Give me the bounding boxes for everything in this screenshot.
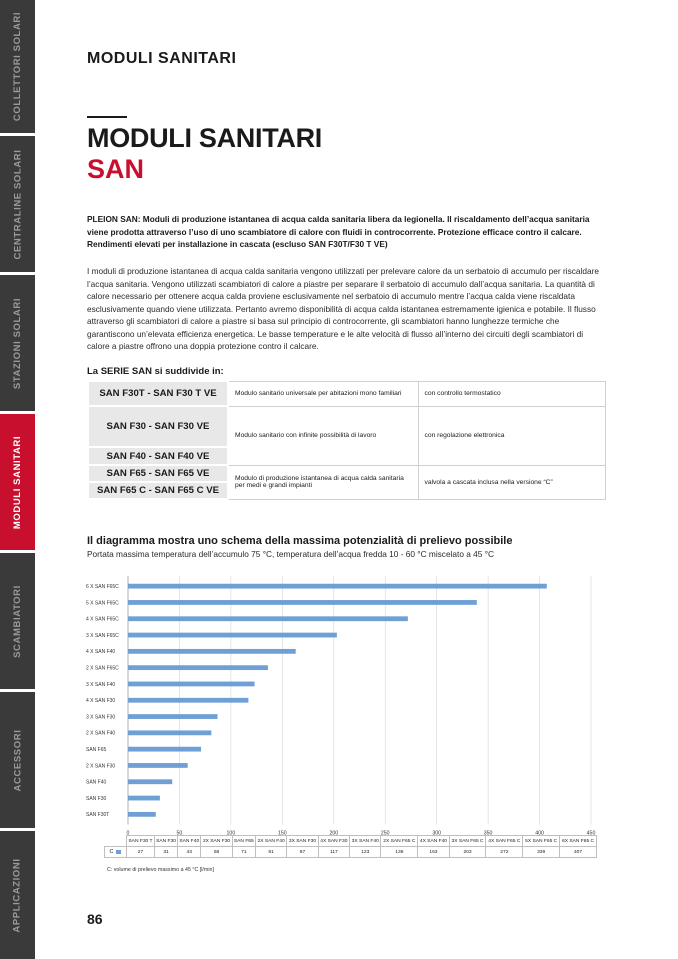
table-value-cell: 407 bbox=[560, 847, 597, 858]
tab-collettori-solari[interactable] bbox=[0, 0, 35, 136]
bar bbox=[128, 649, 296, 654]
category-label: 2 X SAN F65C bbox=[86, 665, 119, 672]
table-value-cell: 27 bbox=[127, 847, 155, 858]
table-header-cell: 4X SAN F40 bbox=[418, 836, 449, 847]
model-cell: SAN F65 C - SAN F65 C VE bbox=[88, 482, 228, 499]
x-tick-label: 450 bbox=[586, 830, 596, 837]
model-cell: SAN F65 - SAN F65 VE bbox=[88, 465, 228, 482]
table-value-cell: 117 bbox=[318, 847, 349, 858]
bar bbox=[128, 682, 255, 687]
control-cell: con controllo termostatico bbox=[418, 381, 606, 406]
table-value-cell: 43 bbox=[178, 847, 201, 858]
table-header-cell: 2X SAN F30 bbox=[201, 836, 232, 847]
bar bbox=[128, 812, 156, 817]
bar bbox=[128, 698, 248, 703]
category-label: 4 X SAN F30 bbox=[86, 698, 116, 705]
series-table bbox=[87, 380, 606, 500]
table-header-cell: SAN F30 bbox=[154, 836, 177, 847]
intro-body-paragraph: I moduli di produzione istantanea di acqua calda sanitaria vengono utilizzati per prelevare calore da un serbatoio di accumulo per riscaldare l’acqua sanitaria. Vengono utilizzati scambiatori di calore a piastre per separare il serbatoio di accumulo dall’acqua sanitaria. La quantità di calore necessario per ottenere acqua calda proviene esclusivamente nel serbatoio di accumulo mentre l’acqua calda viene riscaldata esclusivamente quando viene utilizzata. Pertanto avremo disponibilità di acqua calda istantanea estremamente igienica e potabile. Il flusso attraverso gli scambiatori di calore a piastre si basa sul principio di controcorrente, gli scambiatori hanno lunghezze termiche che garantiscono un’elevata efficienza energetica. Le basse temperature e le alte velocità di flusso all’interno dei circuiti degli scambiatori di calore a piastre offrono una doppia protezione contro il calcare. bbox=[87, 266, 599, 351]
table-value-cell: 123 bbox=[350, 847, 381, 858]
intro-bold-paragraph: PLEION SAN: Moduli di produzione istantanea di acqua calda sanitaria libera da legionella. Il riscaldamento dell’acqua sanitaria viene prodotta attraverso l’uso di uno scambiatore di calore con fluidi in controcorrente. Protezione efficace contro il calcare. Rendimenti elevati per installazione in cascata (escluso SAN F30T/F30 T VE) bbox=[87, 214, 590, 249]
description-cell: Modulo sanitario con infinite possibilità di lavoro bbox=[228, 406, 418, 465]
model-cell: SAN F30 - SAN F30 VE bbox=[88, 406, 228, 447]
x-tick-label: 300 bbox=[432, 830, 441, 837]
tab-centraline-solari[interactable] bbox=[0, 136, 35, 275]
table-header-cell: 3X SAN F30 bbox=[287, 836, 318, 847]
bar bbox=[128, 779, 172, 784]
x-tick-label: 400 bbox=[535, 830, 544, 837]
table-header-cell: 6X SAN F65 C bbox=[560, 836, 597, 847]
chart-values-table bbox=[104, 835, 597, 858]
series-swatch bbox=[116, 850, 121, 854]
tab-scambiatori[interactable] bbox=[0, 553, 35, 692]
x-tick-label: 350 bbox=[483, 830, 493, 837]
category-label: 6 X SAN F65C bbox=[86, 583, 119, 590]
page-number: 86 bbox=[87, 911, 103, 927]
model-cell: SAN F40 - SAN F40 VE bbox=[88, 447, 228, 465]
bar bbox=[128, 584, 547, 589]
tab-moduli-sanitari[interactable] bbox=[0, 414, 35, 553]
table-header-cell: 2X SAN F40 bbox=[255, 836, 286, 847]
table-corner bbox=[105, 836, 127, 847]
table-header-cell: 4X SAN F65 C bbox=[486, 836, 523, 847]
tab-label: MODULI SANITARI bbox=[12, 435, 24, 529]
tab-stazioni-solari[interactable] bbox=[0, 275, 35, 414]
category-label: 3 X SAN F40 bbox=[86, 681, 116, 688]
series-label-cell bbox=[105, 847, 127, 858]
sidebar bbox=[0, 0, 35, 959]
description-cell: Modulo sanitario universale per abitazioni mono familiari bbox=[228, 381, 418, 406]
bar bbox=[128, 616, 408, 621]
footnote: C: volume di prelievo massimo a 45 °C [l/min] bbox=[107, 867, 214, 873]
table-header-cell: 5X SAN F65 C bbox=[523, 836, 560, 847]
model-cell: SAN F30T - SAN F30 T VE bbox=[88, 381, 228, 406]
table-value-cell: 58 bbox=[201, 847, 232, 858]
bar bbox=[128, 600, 477, 605]
table-value-cell: 81 bbox=[255, 847, 286, 858]
category-label: SAN F30T bbox=[86, 812, 110, 819]
title-rule bbox=[87, 116, 127, 118]
category-label: SAN F40 bbox=[86, 779, 107, 786]
table-value-cell: 163 bbox=[418, 847, 449, 858]
series-heading: La SERIE SAN si suddivide in: bbox=[87, 366, 224, 377]
page-subtitle: SAN bbox=[87, 154, 145, 184]
category-label: 2 X SAN F30 bbox=[86, 763, 116, 770]
bar-chart bbox=[80, 572, 610, 837]
page-title: MODULI SANITARI bbox=[87, 123, 322, 153]
table-header-cell: 3X SAN F65 C bbox=[449, 836, 486, 847]
description-cell: Modulo di produzione istantanea di acqua calda sanitaria per medi e grandi impianti bbox=[228, 465, 418, 499]
table-value-cell: 136 bbox=[381, 847, 418, 858]
x-tick-label: 150 bbox=[278, 830, 287, 837]
table-header-cell: SAN F30 T bbox=[127, 836, 155, 847]
table-value-cell: 31 bbox=[154, 847, 177, 858]
x-tick-label: 250 bbox=[380, 830, 390, 837]
tab-applicazioni[interactable] bbox=[0, 831, 35, 959]
bar bbox=[128, 747, 201, 752]
table-value-cell: 87 bbox=[287, 847, 318, 858]
table-header-cell: SAN F65 bbox=[232, 836, 255, 847]
category-label: 2 X SAN F40 bbox=[86, 730, 116, 737]
table-value-cell: 339 bbox=[523, 847, 560, 858]
category-label: 4 X SAN F65C bbox=[86, 616, 119, 623]
control-cell: con regolazione elettronica bbox=[418, 406, 606, 465]
tab-label: APPLICAZIONI bbox=[12, 857, 24, 933]
chart-title: Il diagramma mostra uno schema della massima potenzialità di prelievo possibile bbox=[87, 535, 513, 547]
table-value-cell: 203 bbox=[449, 847, 486, 858]
x-tick-label: 200 bbox=[329, 830, 339, 837]
table-header-cell: 2X SAN F65 C bbox=[381, 836, 418, 847]
x-tick-label: 50 bbox=[176, 830, 183, 837]
category-label: 3 X SAN F65C bbox=[86, 632, 119, 639]
table-value-cell: 71 bbox=[232, 847, 255, 858]
category-label: 5 X SAN F65C bbox=[86, 600, 119, 607]
tab-label: SCAMBIATORI bbox=[12, 584, 23, 658]
bar bbox=[128, 665, 268, 670]
bar bbox=[128, 796, 160, 801]
category-label: SAN F30 bbox=[86, 795, 107, 802]
control-cell: valvola a cascata inclusa nella versione “C” bbox=[418, 465, 606, 499]
tab-label: COLLETTORI SOLARI bbox=[12, 11, 23, 122]
category-label: 3 X SAN F30 bbox=[86, 714, 116, 721]
table-value-cell: 272 bbox=[486, 847, 523, 858]
bar bbox=[128, 714, 218, 719]
tab-accessori[interactable] bbox=[0, 692, 35, 831]
series-label: C bbox=[109, 849, 114, 855]
bar bbox=[128, 763, 188, 768]
bar bbox=[128, 633, 337, 638]
x-tick-label: 100 bbox=[226, 830, 236, 837]
table-header-cell: 4X SAN F30 bbox=[318, 836, 349, 847]
category-label: SAN F65 bbox=[86, 746, 107, 753]
chart-subtitle: Portata massima temperatura dell’accumulo 75 °C, temperatura dell’acqua fredda 10 - 60 °C miscelato a 45 °C bbox=[87, 549, 495, 559]
header-title: MODULI SANITARI bbox=[87, 50, 237, 67]
table-header-cell: SAN F40 bbox=[178, 836, 201, 847]
bar bbox=[128, 730, 211, 735]
tab-label: ACCESSORI bbox=[12, 729, 24, 791]
x-tick-label: 0 bbox=[126, 830, 130, 837]
tab-label: CENTRALINE SOLARI bbox=[12, 149, 24, 259]
tab-label: STAZIONI SOLARI bbox=[12, 297, 23, 389]
table-header-cell: 3X SAN F40 bbox=[350, 836, 381, 847]
category-label: 4 X SAN F40 bbox=[86, 649, 116, 656]
